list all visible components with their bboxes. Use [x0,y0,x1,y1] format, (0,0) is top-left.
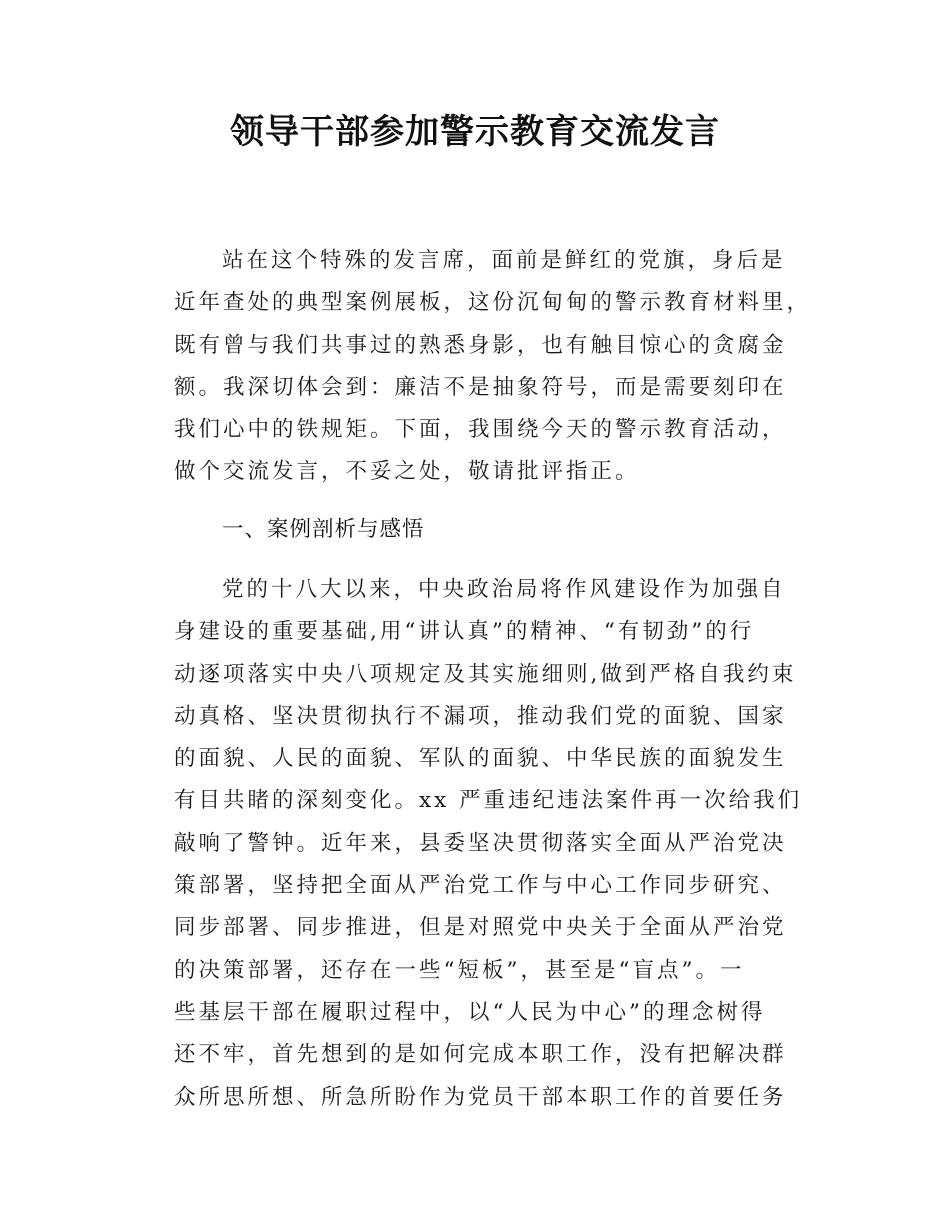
section-heading: 一、案例剖析与感悟 [222,517,425,542]
paragraph-line: 的面貌、人民的面貌、军队的面貌、中华民族的面貌发生 [174,746,787,772]
paragraph-line: 近年查处的典型案例展板，这份沉甸甸的警示教育材料里， [174,290,812,316]
paragraph-line: 些基层干部在履职过程中，以“人民为中心”的理念树得 [174,999,766,1025]
paragraph-line: 站在这个特殊的发言席，面前是鲜红的党旗，身后是 [222,248,786,273]
document-title: 领导干部参加警示教育交流发言 [230,112,720,152]
paragraph-line: 同步部署、同步推进，但是对照党中央关于全面从严治党 [174,915,787,941]
paragraph-line: 策部署，坚持把全面从严治党工作与中心工作同步研究、 [174,873,787,899]
paragraph-line: 动逐项落实中央八项规定及其实施细则,做到严格自我约束 [174,661,797,687]
paragraph-line: 动真格、坚决贯彻执行不漏项，推动我们党的面貌、国家 [174,703,787,729]
paragraph-line: 还不牢，首先想到的是如何完成本职工作，没有把解决群 [174,1042,787,1068]
paragraph-line: 敲响了警钟。近年来，县委坚决贯彻落实全面从严治党决 [174,830,787,856]
paragraph-line: 我们心中的铁规矩。下面，我围绕今天的警示教育活动， [174,417,787,443]
paragraph-line: 的决策部署，还存在一些“短板”，甚至是“盲点”。一 [174,957,745,983]
paragraph-line: 做个交流发言，不妥之处，敬请批评指正。 [174,459,640,485]
intro-paragraph [174,240,812,494]
paragraph-line: 众所思所想、所急所盼作为党员干部本职工作的首要任务 [174,1084,787,1110]
paragraph-line: 党的十八大以来，中央政治局将作风建设作为加强自 [222,577,786,602]
paragraph-line: 既有曾与我们共事过的熟悉身影，也有触目惊心的贪腐金 [174,332,787,358]
paragraph-line: 有目共睹的深刻变化。xx 严重违纪违法案件再一次给我们 [174,788,803,814]
paragraph-line: 额。我深切体会到：廉洁不是抽象符号，而是需要刻印在 [174,374,787,400]
paragraph-line: 身建设的重要基础,用“讲认真”的精神、“有韧劲”的行 [174,619,755,645]
section-paragraph [174,569,804,1119]
